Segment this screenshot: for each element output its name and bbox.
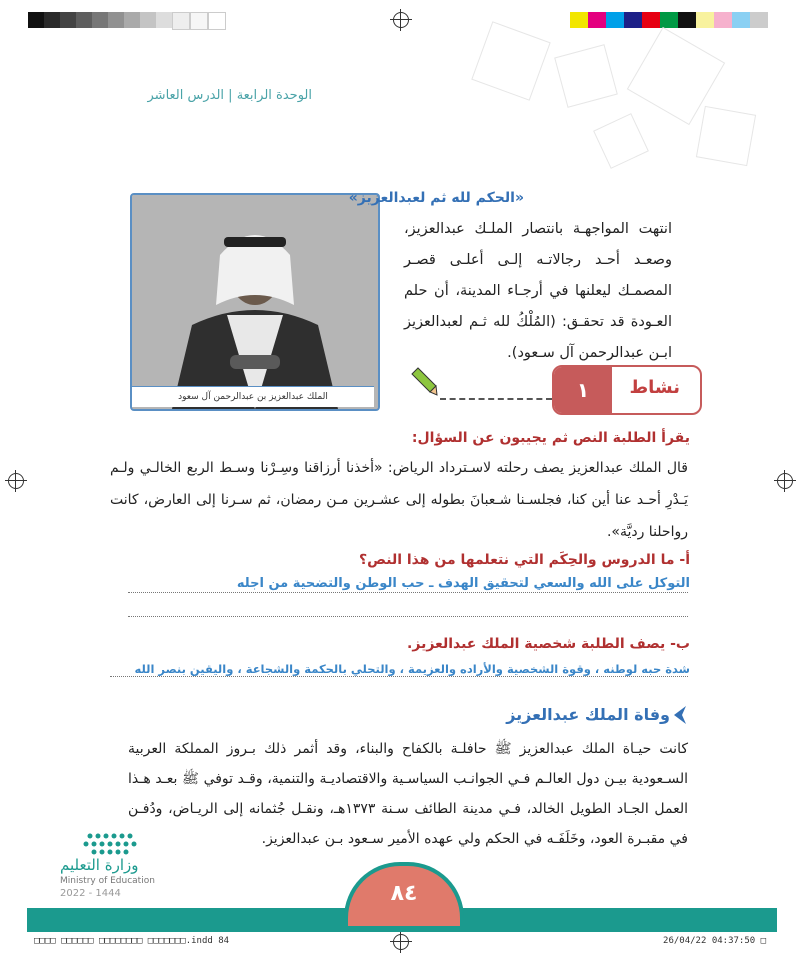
logo-arabic-text: وزارة التعليم [60,856,139,874]
question-a-answer: التوكل على الله والسعي لتحقيق الهدف ـ حب الوطن والتضحية من اجله [236,576,690,591]
answer-line [110,676,688,677]
lesson-breadcrumb: الوحدة الرابعة | الدرس العاشر [147,88,312,103]
file-timestamp: 26/04/22 04:37:50 □ [663,936,766,946]
activity-label: نشاط [629,377,680,398]
activity-number: ١ [554,367,612,413]
section-quote-title: «الحكم لله ثم لعبدالعزيز» [348,190,524,206]
question-b-answer: شدة حبه لوطنه ، وقوة الشخصية والأراده والعزيمة ، والتحلي بالحكمة والشجاعة ، واليقين بنصر الله [134,662,690,676]
question-a-label: أ- ما الدروس والحِكَم التي نتعلمها من هذا النص؟ [359,552,690,568]
decorative-shape [696,106,756,166]
file-slug: □□□□ □□□□□□ □□□□□□□□ □□□□□□□.indd 84 [34,936,230,946]
decorative-shape [554,44,618,108]
logo-year: 2022 - 1444 [60,888,121,899]
answer-line [128,592,688,593]
dots-logo-icon [60,828,190,858]
registration-mark-right [777,473,793,489]
activity-instruction: يقرأ الطلبة النص ثم يجيبون عن السؤال: [411,430,690,446]
answer-line [128,616,688,617]
registration-mark-bottom [393,934,409,950]
photo-caption: الملك عبدالعزيز بن عبدالرحمن آل سعود [132,386,374,407]
decorative-shape [593,113,649,169]
quote-paragraph: قال الملك عبدالعزيز يصف رحلته لاسـترداد الرياض: «أخذنا أرزاقنا وسِـرْنا وسـط الربع الخالـي ولـم يَـدْرِ أحـد عنا أين كنا، فجلسـنا شـعبانَ بطوله إلى عشـرين مـن رمضان، ثم سـرنا إلى العارض، كانت رواحلنا رديَّة». [110,460,688,540]
king-abdulaziz-photo [130,193,380,411]
page-number: ٨٤ [344,862,464,926]
activity-badge [552,365,702,415]
section-paragraph: انتهت المواجهـة بانتصار الملـك عبدالعزيز، وصعـد أحـد رجالاتـه إلـى أعلـى قصـر المصمـك ليعلنها في أرجـاء المدينة، أن حلم العـودة قد تحقـق: (المُلْكُ لله ثـم لعبدالعزيز ابـن عبدالرحمن آل سـعود). [404,221,672,361]
dashed-line [440,398,552,400]
chevron-left-icon [672,706,688,724]
logo-english-text: Ministry of Education [60,876,155,886]
section-title: وفاة الملك عبدالعزيز [506,705,670,724]
question-b-label: ب- يصف الطلبة شخصية الملك عبدالعزيز. [407,636,690,652]
ministry-logo [60,828,190,898]
registration-mark-left [8,473,24,489]
section-paragraph-2: كانت حيـاة الملك عبدالعزيز ﷺ حافلـة بالكفاح والبناء، وقد أثمر ذلك بـروز المملكة العربية السـعودية بيـن دول العالـم فـي الجوانـب السياسـية والاقتصاديـة والتنمية، وقـد توفي ﷺ بعـد هـذا العمل الجـاد الطويل الخالد، فـي مدينة الطائف سـنة ١٣٧٣هـ، ونقـل جُثمانه إلى الريـاض، ودُفـن في مقبـرة العود، وخَلَفَـه في الحكم ولي عهده الأمير سـعود بـن عبدالعزيز. [128,741,688,847]
registration-mark-top [393,12,409,28]
portrait-illustration [132,195,378,409]
pencil-icon [408,366,438,396]
decorative-shape [471,21,550,100]
